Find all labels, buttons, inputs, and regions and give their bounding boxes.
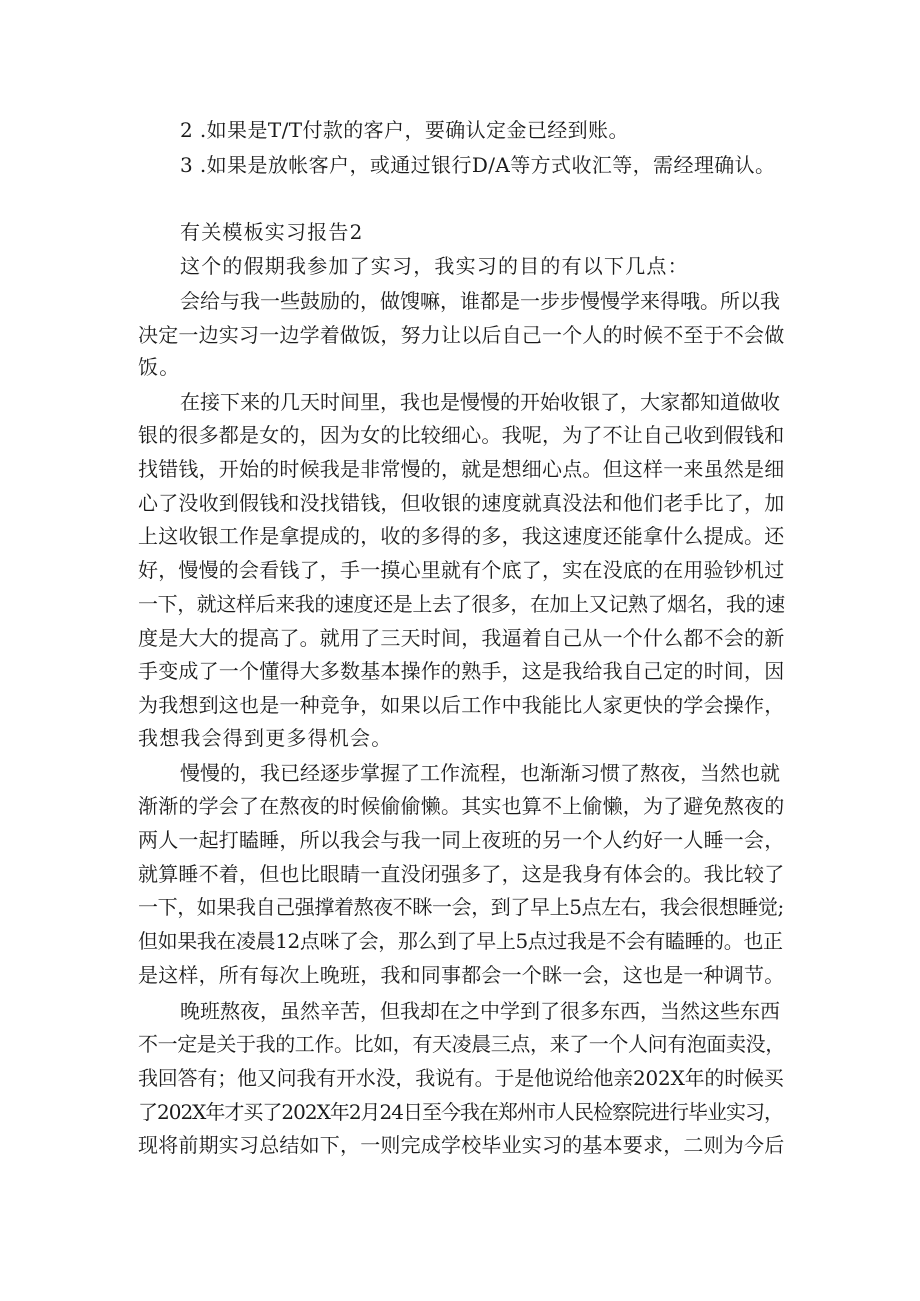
paragraph-line: 一下，如果我自己强撑着熬夜不眯一会，到了早上5点左右，我会很想睡觉; [138, 895, 784, 919]
paragraph-line: 在接下来的几天时间里，我也是慢慢的开始收银了，大家都知道做收 [180, 390, 780, 414]
paragraph-line: 两人一起打瞌睡，所以我会与我一同上夜班的另一个人约好一人睡一会， [138, 828, 785, 852]
paragraph-line: 心了没收到假钱和没找错钱，但收银的速度就真没法和他们老手比了，加 [138, 491, 785, 515]
paragraph-line: 现将前期实习总结如下，一则完成学校毕业实习的基本要求，二则为今后 [138, 1133, 785, 1157]
intro-line: 这个的假期我参加了实习，我实习的目的有以下几点： [180, 254, 689, 278]
list-item: 3 .如果是放帐客户，或通过银行D/A等方式收汇等，需经理确认。 [180, 153, 776, 177]
paragraph-line: 我想我会得到更多得机会。 [138, 726, 393, 750]
paragraph-line: 慢慢的，我已经逐步掌握了工作流程，也渐渐习惯了熬夜，当然也就 [180, 761, 780, 785]
paragraph-line: 找错钱，开始的时候我是非常慢的，就是想细心点。但这样一来虽然是细 [138, 457, 785, 481]
paragraph-line: 银的很多都是女的，因为女的比较细心。我呢，为了不让自己收到假钱和 [138, 423, 785, 447]
paragraph-line: 手变成了一个懂得大多数基本操作的熟手，这是我给我自己定的时间，因 [138, 659, 785, 683]
paragraph-line: 就算睡不着，但也比眼睛一直没闭强多了，这是我身有体会的。我比较了 [138, 862, 785, 886]
paragraph-line: 会给与我一些鼓励的，做馊嘛，谁都是一步步慢慢学来得哦。所以我 [180, 289, 780, 313]
paragraph-line: 好，慢慢的会看钱了，手一摸心里就有个底了，实在没底的在用验钞机过 [138, 558, 785, 582]
section-heading: 有关模板实习报告2 [180, 220, 364, 244]
list-item: 2 .如果是T/T付款的客户，要确认定金已经到账。 [180, 118, 629, 142]
paragraph-line: 一下，就这样后来我的速度还是上去了很多，在加上又记熟了烟名，我的速 [138, 592, 785, 616]
paragraph-line: 上这收银工作是拿提成的，收的多得的多，我这速度还能拿什么提成。还 [138, 524, 785, 548]
paragraph-line: 决定一边实习一边学着做饭，努力让以后自己一个人的时候不至于不会做 [138, 323, 785, 347]
paragraph-line: 了202X年才买了202X年2月24日至今我在郑州市人民检察院进行毕业实习， [138, 1100, 783, 1124]
paragraph-line: 度是大大的提高了。就用了三天时间，我逼着自己从一个什么都不会的新 [138, 626, 785, 650]
paragraph-line: 是这样，所有每次上晚班，我和同事都会一个眯一会，这也是一种调节。 [138, 963, 785, 987]
paragraph-line: 不一定是关于我的工作。比如，有天凌晨三点，来了一个人问有泡面卖没， [138, 1032, 785, 1056]
paragraph-line: 为我想到这也是一种竞争，如果以后工作中我能比人家更快的学会操作， [138, 693, 785, 717]
paragraph-line: 我回答有；他又问我有开水没，我说有。于是他说给他亲202X年的时候买 [138, 1066, 784, 1090]
paragraph-line: 但如果我在凌晨12点咪了会，那么到了早上5点过我是不会有瞌睡的。也正 [138, 929, 783, 953]
paragraph-line: 渐渐的学会了在熬夜的时候偷偷懒。其实也算不上偷懒，为了避免熬夜的 [138, 794, 785, 818]
paragraph-line: 晚班熬夜，虽然辛苦，但我却在之中学到了很多东西，当然这些东西 [180, 999, 780, 1023]
paragraph-line: 饭。 [138, 355, 181, 379]
